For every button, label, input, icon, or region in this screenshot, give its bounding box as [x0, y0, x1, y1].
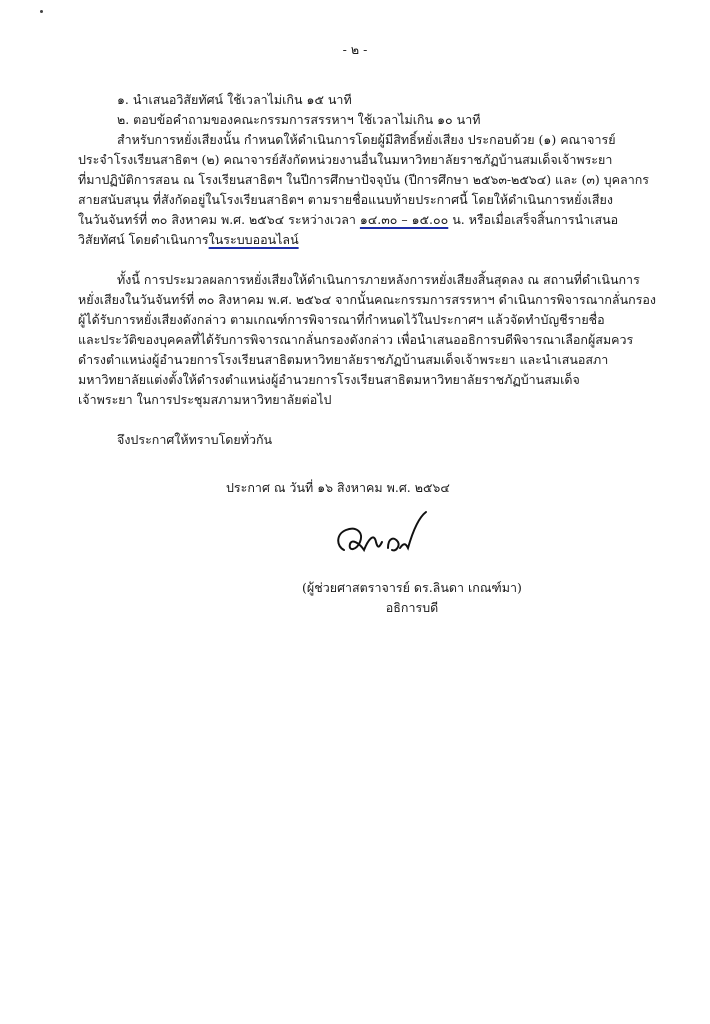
signer-title: อธิการบดี: [385, 600, 439, 615]
para1-line-3: ที่มาปฏิบัติการสอน ณ โรงเรียนสาธิตฯ ในปีการศึกษาปัจจุบัน (ปีการศึกษา ๒๕๖๓-๒๕๖๔) และ (๓) บุคลากร: [78, 172, 649, 187]
announcement-date: ประกาศ ณ วันที่ ๑๖ สิงหาคม พ.ศ. ๒๕๖๔: [226, 480, 450, 495]
para1-line-5: [78, 212, 619, 228]
signer-name: (ผู้ช่วยศาสตราจารย์ ดร.ลินดา เกณฑ์มา): [302, 580, 522, 595]
para2-line-4: และประวัติของบุคคลที่ได้รับการพิจารณากลั่นกรองดังกล่าว เพื่อนำเสนออธิการบดีพิจารณาเลือกผู้สมควร: [78, 332, 634, 347]
agenda-item-1: ๑. นำเสนอวิสัยทัศน์ ใช้เวลาไม่เกิน ๑๕ นาที: [117, 92, 352, 107]
agenda-item-2: ๒. ตอบข้อคำถามของคณะกรรมการสรรหาฯ ใช้เวลาไม่เกิน ๑๐ นาที: [117, 112, 481, 127]
para1-line-2: ประจำโรงเรียนสาธิตฯ (๒) คณาจารย์สังกัดหน่วยงานอื่นในมหาวิทยาลัยราชภัฏบ้านสมเด็จเจ้าพระยา: [78, 152, 613, 167]
para1-line-6-start: วิสัยทัศน์ โดยดำเนินการ: [78, 232, 209, 247]
para1-line-6: [78, 232, 299, 248]
page-number: - ๒ -: [342, 42, 368, 57]
scan-speck: [40, 10, 43, 13]
para2-line-3: ผู้ได้รับการหยั่งเสียงดังกล่าว ตามเกณฑ์การพิจารณาที่กำหนดไว้ในประกาศฯ แล้วจัดทำบัญชีรายชื่อ: [78, 312, 605, 327]
online-system-text: ในระบบออนไลน์: [208, 232, 299, 247]
para2-line-1: ทั้งนี้ การประมวลผลการหยั่งเสียงให้ดำเนินการภายหลังการหยั่งเสียงสิ้นสุดลง ณ สถานที่ดำเนินการ: [117, 272, 640, 287]
para2-line-5: ดำรงตำแหน่งผู้อำนวยการโรงเรียนสาธิตมหาวิทยาลัยราชภัฏบ้านสมเด็จเจ้าพระยา และนำเสนอสภา: [78, 352, 609, 367]
signature-icon: [330, 508, 440, 568]
para2-line-6: มหาวิทยาลัยแต่งตั้งให้ดำรงตำแหน่งผู้อำนวยการโรงเรียนสาธิตมหาวิทยาลัยราชภัฏบ้านสมเด็จ: [78, 372, 580, 387]
para1-line-1: สำหรับการหยั่งเสียงนั้น กำหนดให้ดำเนินการโดยผู้มีสิทธิ์หยั่งเสียง ประกอบด้วย (๑) คณาจารย์: [117, 132, 616, 147]
para1-line-5-end: น. หรือเมื่อเสร็จสิ้นการนำเสนอ: [448, 212, 619, 227]
para1-line-4: สายสนับสนุน ที่สังกัดอยู่ในโรงเรียนสาธิตฯ ตามรายชื่อแนบท้ายประกาศนี้ โดยให้ดำเนินการหยั่งเสียง: [78, 192, 613, 207]
para1-line-5-start: ในวันจันทร์ที่ ๓๐ สิงหาคม พ.ศ. ๒๕๖๔ ระหว่างเวลา: [78, 212, 360, 227]
para2-line-2: หยั่งเสียงในวันจันทร์ที่ ๓๐ สิงหาคม พ.ศ. ๒๕๖๔ จากนั้นคณะกรรมการสรรหาฯ ดำเนินการพิจารณากลั่นกรอง: [78, 292, 657, 307]
voting-time-range: ๑๔.๓๐ – ๑๕.๐๐: [359, 212, 449, 227]
para2-line-7: เจ้าพระยา ในการประชุมสภามหาวิทยาลัยต่อไป: [78, 392, 332, 407]
announcement-line: จึงประกาศให้ทราบโดยทั่วกัน: [117, 432, 273, 447]
